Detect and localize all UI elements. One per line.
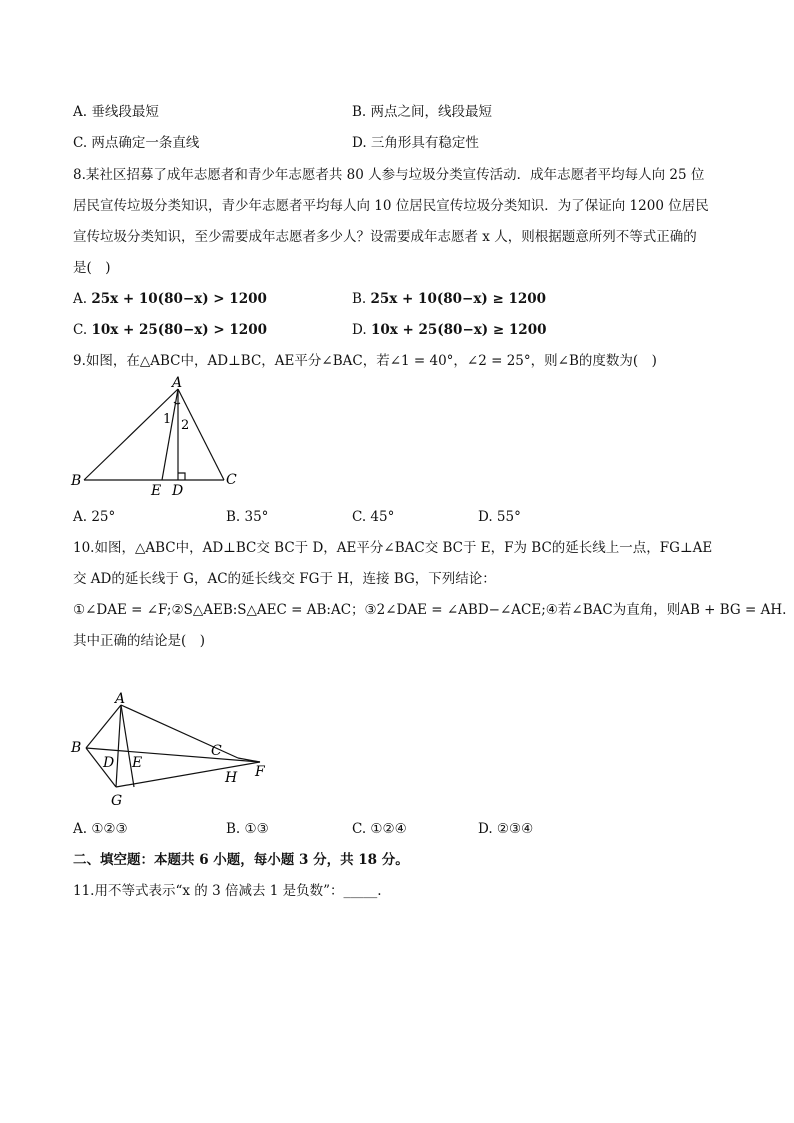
q8-option-d-label: D. — [352, 322, 367, 338]
q9-stem: 9.如图，在△ABC中，AD⊥BC，AE平分∠BAC，若∠1 = 40°，∠2 = 25°，则∠B的度数为( ) — [73, 353, 657, 369]
q10-option-d: D. ②③④ — [478, 821, 534, 837]
q10-label-b: B — [71, 740, 82, 756]
q10-label-c: C — [211, 743, 222, 759]
q9-label-c: C — [226, 472, 237, 488]
q9-option-d: D. 55° — [478, 509, 521, 525]
q8-stem-line1: 8.某社区招募了成年志愿者和青少年志愿者共 80 人参与垃圾分类宣传活动．成年志愿者平均每人向 25 位 — [73, 167, 705, 183]
q8-option-d — [352, 321, 546, 339]
section-heading-fill-in: 二、填空题：本题共 6 小题，每小题 3 分，共 18 分。 — [73, 852, 409, 868]
q8-option-c-label: C. — [73, 322, 88, 338]
q8-option-d-expr: 10x + 25(80−x) ≥ 1200 — [370, 322, 547, 338]
q10-stem-line1: 10.如图，△ABC中，AD⊥BC交 BC于 D，AE平分∠BAC交 BC于 E，F为 BC的延长线上一点，FG⊥AE — [73, 540, 713, 556]
q10-side-ab — [86, 705, 121, 748]
q8-option-c-expr: 10x + 25(80−x) > 1200 — [91, 322, 267, 338]
q10-label-f: F — [255, 764, 265, 780]
q10-stem-line2: 交 AD的延长线于 G，AC的延长线交 FG于 H，连接 BG，下列结论： — [73, 571, 496, 587]
q8-option-c — [73, 321, 267, 339]
q8-stem-line2: 居民宣传垃圾分类知识，青少年志愿者平均每人向 10 位居民宣传垃圾分类知识．为了保证向 1200 位居民 — [73, 198, 709, 214]
q9-label-d: D — [172, 483, 184, 499]
q10-stem-line4: 其中正确的结论是( ) — [73, 633, 206, 649]
q10-figure — [68, 690, 278, 810]
q9-side-ac — [178, 389, 224, 480]
q7-option-b: B. 两点之间，线段最短 — [352, 104, 493, 120]
q8-stem-line4: 是( ) — [73, 260, 111, 276]
q10-option-c: C. ①②④ — [352, 821, 407, 837]
q9-label-angle1: 1 — [163, 412, 172, 427]
q8-option-b-expr: 25x + 10(80−x) ≥ 1200 — [370, 291, 547, 307]
q9-option-a: A. 25° — [73, 509, 116, 525]
q8-option-b-label: B. — [352, 291, 367, 307]
q9-option-c: C. 45° — [352, 509, 395, 525]
q8-option-a — [73, 290, 267, 308]
q8-option-a-expr: 25x + 10(80−x) > 1200 — [91, 291, 267, 307]
q10-option-a: A. ①②③ — [73, 821, 128, 837]
q10-line-ae — [121, 705, 134, 787]
q10-stem-line3: ①∠DAE = ∠F;②S△AEB:S△AEC = AB:AC；③2∠DAE = ∠ABD−∠ACE;④若∠BAC为直角，则AB + BG = AH. — [73, 602, 787, 618]
q8-stem-line3: 宣传垃圾分类知识，至少需要成年志愿者多少人？设需要成年志愿者 x 人，则根据题意所列不等式正确的 — [73, 229, 697, 245]
q10-label-d: D — [103, 755, 115, 771]
q9-triangle-figure — [68, 375, 248, 500]
q10-label-g: G — [111, 793, 123, 809]
q10-label-a: A — [115, 691, 126, 707]
q9-label-angle2: 2 — [181, 418, 190, 433]
q7-option-a: A. 垂线段最短 — [73, 104, 159, 120]
q9-option-b: B. 35° — [226, 509, 269, 525]
q10-label-h: H — [225, 770, 238, 786]
q9-right-angle-mark — [178, 473, 185, 480]
q8-option-a-label: A. — [73, 291, 88, 307]
q7-option-d: D. 三角形具有稳定性 — [352, 135, 479, 151]
q9-label-e: E — [151, 483, 162, 499]
q9-label-a: A — [172, 375, 183, 391]
q10-line-ag — [116, 705, 121, 787]
q10-option-b: B. ①③ — [226, 821, 269, 837]
q10-label-e: E — [132, 755, 143, 771]
q9-label-b: B — [71, 473, 82, 489]
q11-stem: 11.用不等式表示“x 的 3 倍减去 1 是负数”：_____. — [73, 883, 382, 899]
q7-option-c: C. 两点确定一条直线 — [73, 135, 200, 151]
q8-option-b — [352, 290, 546, 308]
